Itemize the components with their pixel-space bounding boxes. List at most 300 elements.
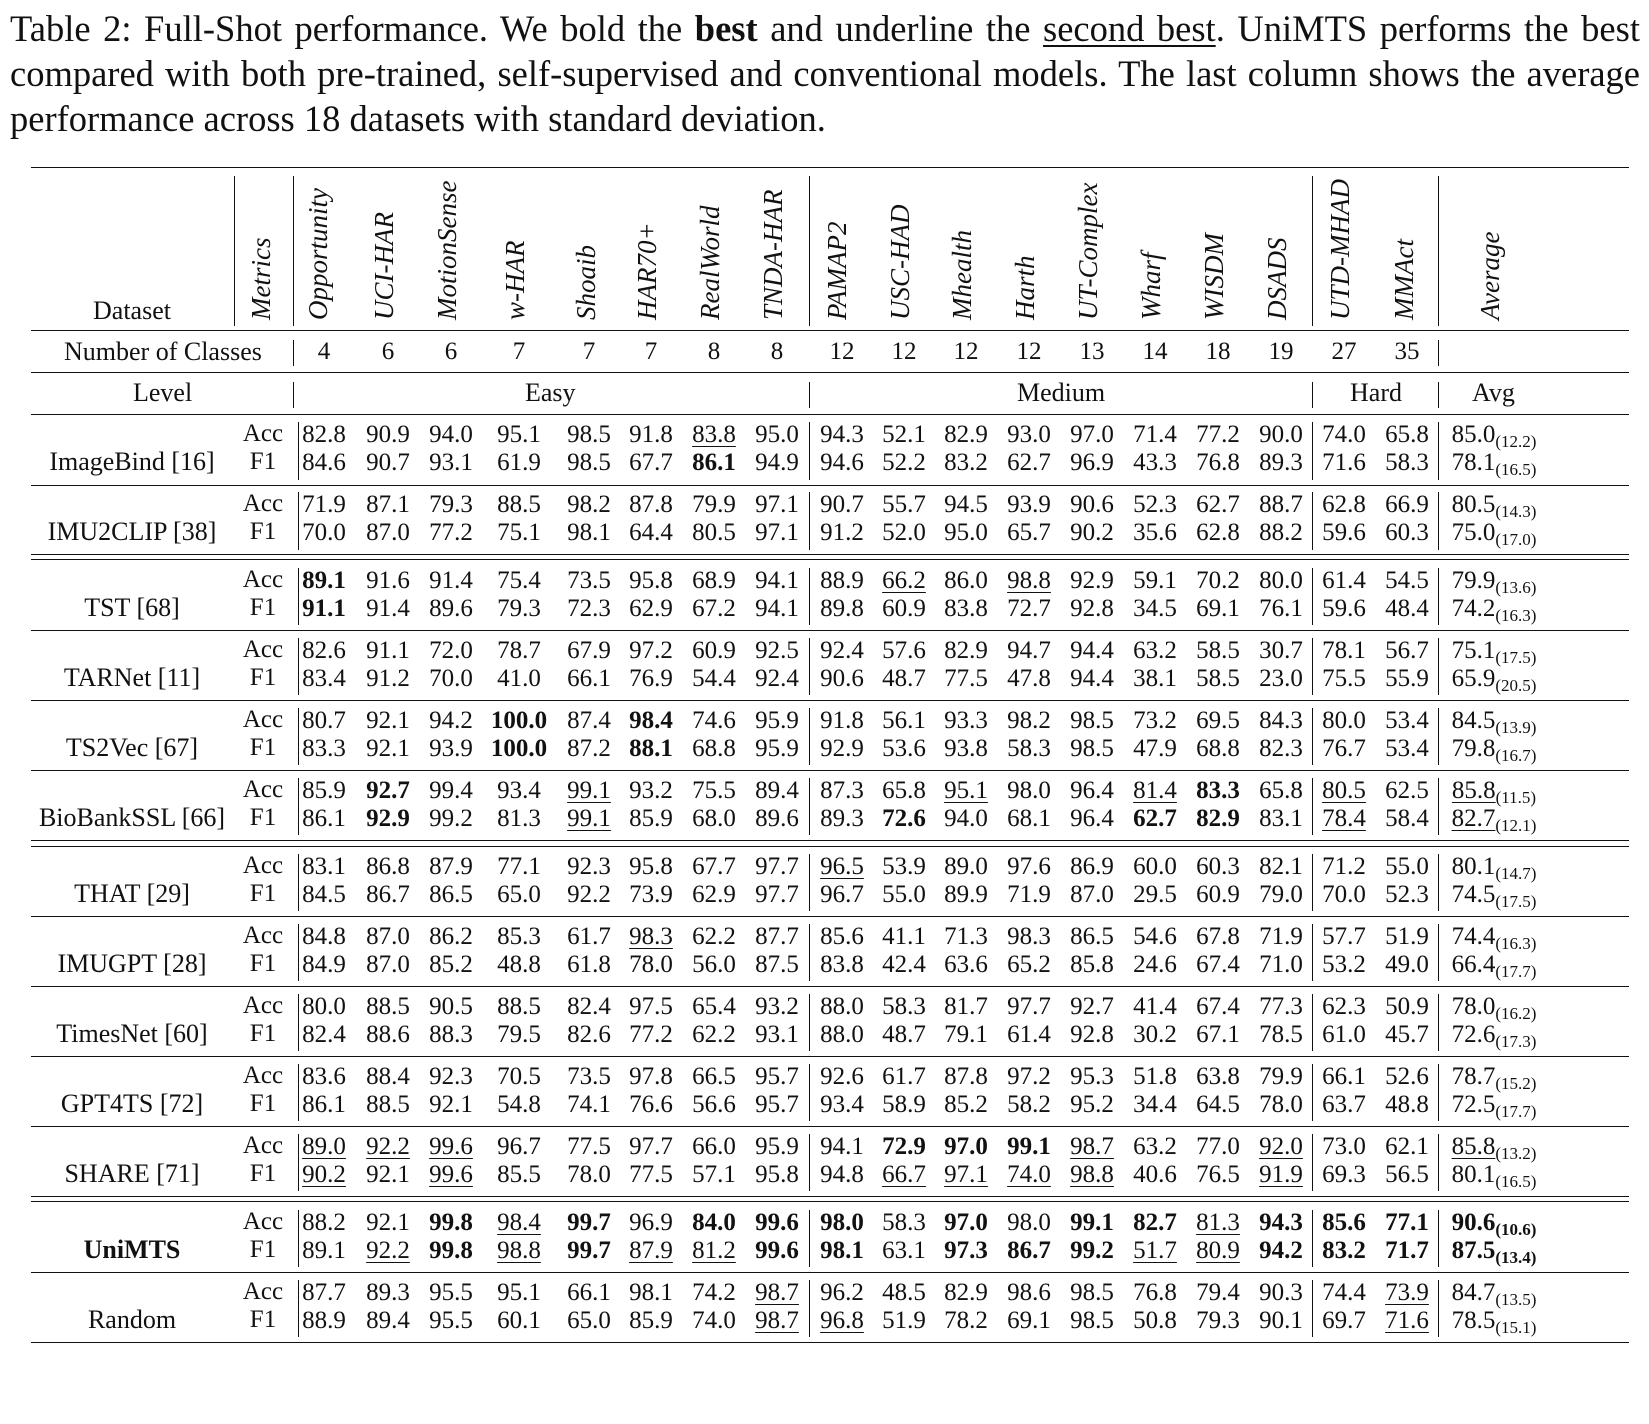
table-cell: 92.3: [567, 853, 611, 880]
table-cell: 70.2: [1196, 567, 1240, 594]
table-cell: 68.9: [692, 567, 736, 594]
column-rule: [809, 1134, 810, 1191]
table-cell: 78.0: [567, 1161, 611, 1188]
column-rule: [809, 176, 810, 326]
metric-label: Acc: [242, 992, 284, 1019]
rule: [31, 840, 1629, 841]
table-cell: 78.7: [497, 637, 541, 664]
table-cell: 60.3: [1385, 519, 1429, 546]
table-cell: 58.3: [1385, 449, 1429, 476]
table-cell: 68.8: [1196, 735, 1240, 762]
metric-label: F1: [249, 734, 277, 761]
column-rule: [1312, 1134, 1313, 1191]
table-cell: 52.3: [1385, 881, 1429, 908]
metric-label: Acc: [242, 636, 284, 663]
table-cell: 94.3: [1259, 1209, 1303, 1236]
table-cell: 86.8: [366, 853, 410, 880]
table-cell: 97.7: [755, 853, 799, 880]
table-cell: 56.1: [882, 707, 926, 734]
table-cell: 58.3: [882, 1209, 926, 1236]
model-name: TS2Vec [67]: [65, 733, 199, 762]
table-cell: 49.0: [1385, 951, 1429, 978]
rule: [31, 770, 1629, 771]
average-cell: $65.9_{(20.5)}$: [1451, 665, 1537, 695]
table-cell: 61.8: [567, 951, 611, 978]
table-cell: 83.8: [820, 951, 864, 978]
model-name: TimesNet [60]: [56, 1019, 208, 1048]
table-cell: 92.9: [1070, 567, 1114, 594]
table-cell: 92.7: [366, 777, 410, 804]
table-cell: 57.6: [882, 637, 926, 664]
model-name: Random: [87, 1305, 177, 1334]
table-cell: 53.9: [882, 853, 926, 880]
table-cell: 88.2: [1259, 519, 1303, 546]
column-rule: [809, 854, 810, 911]
column-rule: [298, 778, 299, 835]
table-cell: 48.4: [1385, 595, 1429, 622]
table-cell: 30.2: [1133, 1021, 1177, 1048]
table-cell: 85.3: [497, 923, 541, 950]
table-cell: 95.8: [629, 853, 673, 880]
table-cell: 41.1: [882, 923, 926, 950]
table-cell: 77.1: [1385, 1209, 1429, 1236]
table-cell: 78.0: [629, 951, 673, 978]
table-cell: 81.7: [944, 993, 988, 1020]
table-cell: 94.1: [755, 567, 799, 594]
table-cell: 67.9: [567, 637, 611, 664]
table-cell: 48.8: [1385, 1091, 1429, 1118]
table-cell: 90.7: [820, 491, 864, 518]
table-cell: 41.4: [1133, 993, 1177, 1020]
table-cell: 87.5: [755, 951, 799, 978]
table-cell: 88.6: [366, 1021, 410, 1048]
column-rule: [1438, 778, 1439, 835]
table-cell: 93.1: [755, 1021, 799, 1048]
table-cell: 97.1: [755, 491, 799, 518]
table-cell: 94.4: [1070, 665, 1114, 692]
column-rule: [1438, 382, 1439, 408]
average-cell: $74.2_{(16.3)}$: [1451, 595, 1537, 625]
rule: [31, 414, 1629, 415]
table-cell: 76.1: [1259, 595, 1303, 622]
table-cell: 30.7: [1259, 637, 1303, 664]
table-cell: 99.6: [429, 1161, 473, 1188]
table-cell: 79.3: [497, 595, 541, 622]
column-header-usc-had: USC-HAD: [885, 204, 915, 320]
table-cell: 98.5: [1070, 1279, 1114, 1306]
column-rule: [298, 924, 299, 981]
table-cell: 87.0: [366, 519, 410, 546]
table-cell: 73.0: [1322, 1133, 1366, 1160]
column-rule: [1312, 422, 1313, 480]
table-cell: 92.8: [1070, 1021, 1114, 1048]
table-cell: 67.7: [629, 449, 673, 476]
table-cell: 96.7: [820, 881, 864, 908]
table-cell: 70.0: [429, 665, 473, 692]
model-name: TARNet [11]: [63, 663, 201, 692]
table-cell: 90.2: [1070, 519, 1114, 546]
table-cell: 62.7: [1196, 491, 1240, 518]
table-cell: 91.4: [366, 595, 410, 622]
table-cell: 99.2: [429, 805, 473, 832]
table-cell: 60.1: [497, 1307, 541, 1334]
table-cell: 83.3: [302, 735, 346, 762]
table-cell: 98.8: [1070, 1161, 1114, 1188]
table-cell: 84.9: [302, 951, 346, 978]
table-cell: 94.3: [820, 421, 864, 448]
table-cell: 97.8: [629, 1063, 673, 1090]
num-classes-cell: 19: [1268, 338, 1294, 365]
table-cell: 51.9: [1385, 923, 1429, 950]
table-cell: 98.5: [567, 421, 611, 448]
column-rule: [1438, 422, 1439, 480]
column-rule: [298, 1134, 299, 1191]
table-cell: 83.4: [302, 665, 346, 692]
average-cell: $78.1_{(16.5)}$: [1451, 449, 1537, 479]
model-name: ImageBind [16]: [49, 447, 215, 476]
table-cell: 88.0: [820, 993, 864, 1020]
metric-label: F1: [249, 448, 277, 475]
table-cell: 65.8: [882, 777, 926, 804]
table-cell: 91.8: [629, 421, 673, 448]
table-cell: 98.7: [755, 1307, 799, 1334]
rule: [31, 1056, 1629, 1057]
table-cell: 58.4: [1385, 805, 1429, 832]
table-cell: 79.5: [497, 1021, 541, 1048]
table-cell: 98.3: [629, 923, 673, 950]
column-rule: [1438, 340, 1439, 366]
table-cell: 62.7: [1133, 805, 1177, 832]
column-rule: [298, 568, 299, 625]
table-cell: 69.7: [1322, 1307, 1366, 1334]
table-cell: 98.7: [1070, 1133, 1114, 1160]
table-cell: 94.8: [820, 1161, 864, 1188]
table-cell: 97.6: [1007, 853, 1051, 880]
table-cell: 70.0: [1322, 881, 1366, 908]
table-cell: 38.1: [1133, 665, 1177, 692]
table-cell: 98.0: [1007, 777, 1051, 804]
table-cell: 62.8: [1196, 519, 1240, 546]
table-cell: 62.3: [1322, 993, 1366, 1020]
table-cell: 71.9: [302, 491, 346, 518]
average-cell: $85.0_{(12.2)}$: [1451, 421, 1537, 451]
table-cell: 63.2: [1133, 637, 1177, 664]
table-cell: 84.3: [1259, 707, 1303, 734]
model-name: GPT4TS [72]: [60, 1089, 204, 1118]
table-cell: 52.6: [1385, 1063, 1429, 1090]
table-cell: 43.3: [1133, 449, 1177, 476]
column-rule: [298, 854, 299, 911]
table-cell: 63.1: [882, 1237, 926, 1264]
table-cell: 29.5: [1133, 881, 1177, 908]
metric-label: Acc: [242, 776, 284, 803]
table-cell: 83.1: [302, 853, 346, 880]
table-cell: 98.8: [1007, 567, 1051, 594]
table-cell: 94.9: [755, 449, 799, 476]
table-cell: 87.4: [567, 707, 611, 734]
table-cell: 61.4: [1007, 1021, 1051, 1048]
table-cell: 98.7: [755, 1279, 799, 1306]
table-cell: 78.4: [1322, 805, 1366, 832]
table-cell: 84.6: [302, 449, 346, 476]
table-cell: 84.5: [302, 881, 346, 908]
table-cell: 61.0: [1322, 1021, 1366, 1048]
table-cell: 85.2: [944, 1091, 988, 1118]
table-cell: 74.0: [692, 1307, 736, 1334]
table-cell: 56.5: [1385, 1161, 1429, 1188]
column-header-mmact: MMAct: [1389, 239, 1419, 320]
table-cell: 80.0: [1322, 707, 1366, 734]
table-cell: 98.5: [1070, 1307, 1114, 1334]
top-rule: [31, 167, 1629, 168]
column-header-average: Average: [1475, 231, 1505, 320]
level-easy: Easy: [525, 378, 576, 407]
table-cell: 99.6: [755, 1209, 799, 1236]
table-cell: 97.1: [944, 1161, 988, 1188]
table-cell: 92.7: [1070, 993, 1114, 1020]
metric-label: Acc: [242, 922, 284, 949]
table-cell: 74.0: [1007, 1161, 1051, 1188]
table-cell: 95.0: [755, 421, 799, 448]
table-cell: 48.7: [882, 665, 926, 692]
average-cell: $75.1_{(17.5)}$: [1451, 637, 1537, 667]
table-cell: 98.1: [820, 1237, 864, 1264]
metric-label: Acc: [242, 420, 284, 447]
table-cell: 59.1: [1133, 567, 1177, 594]
table-cell: 90.9: [366, 421, 410, 448]
table-cell: 73.5: [567, 1063, 611, 1090]
table-cell: 93.2: [629, 777, 673, 804]
table-cell: 88.7: [1259, 491, 1303, 518]
column-header-harth: Harth: [1010, 255, 1040, 320]
table-cell: 67.4: [1196, 951, 1240, 978]
table-cell: 67.1: [1196, 1021, 1240, 1048]
table-cell: 72.9: [882, 1133, 926, 1160]
table-cell: 77.2: [1196, 421, 1240, 448]
num-classes-cell: 13: [1079, 338, 1105, 365]
level-hard: Hard: [1350, 378, 1402, 407]
table-cell: 95.7: [755, 1063, 799, 1090]
table-cell: 85.9: [629, 805, 673, 832]
table-cell: 92.1: [366, 735, 410, 762]
table-cell: 89.4: [755, 777, 799, 804]
table-cell: 66.1: [1322, 1063, 1366, 1090]
table-cell: 95.1: [497, 421, 541, 448]
table-cell: 95.3: [1070, 1063, 1114, 1090]
table-cell: 98.5: [1070, 735, 1114, 762]
table-cell: 82.3: [1259, 735, 1303, 762]
table-cell: 65.7: [1007, 519, 1051, 546]
table-cell: 81.4: [1133, 777, 1177, 804]
column-rule: [1312, 994, 1313, 1051]
table-cell: 73.2: [1133, 707, 1177, 734]
num-classes-cell: 6: [381, 338, 395, 365]
table-cell: 87.8: [944, 1063, 988, 1090]
table-cell: 87.0: [366, 923, 410, 950]
table-cell: 86.0: [944, 567, 988, 594]
metric-label: F1: [249, 594, 277, 621]
metric-label: F1: [249, 1020, 277, 1047]
table-cell: 48.8: [497, 951, 541, 978]
rule: [31, 1126, 1629, 1127]
metric-label: Acc: [242, 1062, 284, 1089]
table-cell: 86.2: [429, 923, 473, 950]
average-cell: $74.5_{(17.5)}$: [1451, 881, 1537, 911]
table-cell: 87.0: [366, 951, 410, 978]
table-cell: 54.5: [1385, 567, 1429, 594]
table-cell: 89.0: [302, 1133, 346, 1160]
table-cell: 98.6: [1007, 1279, 1051, 1306]
table-cell: 62.5: [1385, 777, 1429, 804]
table-cell: 34.4: [1133, 1091, 1177, 1118]
num-classes-cell: 8: [707, 338, 721, 365]
table-cell: 77.5: [567, 1133, 611, 1160]
model-name: THAT [29]: [74, 879, 190, 908]
table-cell: 94.1: [820, 1133, 864, 1160]
metric-label: Acc: [242, 1208, 284, 1235]
table-cell: 59.6: [1322, 519, 1366, 546]
column-header-wisdm: WISDM: [1199, 233, 1229, 320]
column-rule: [1312, 382, 1313, 408]
table-cell: 91.8: [820, 707, 864, 734]
column-rule: [1438, 1210, 1439, 1267]
table-cell: 52.1: [882, 421, 926, 448]
table-cell: 66.9: [1385, 491, 1429, 518]
table-cell: 55.0: [1385, 853, 1429, 880]
column-header-mhealth: Mhealth: [947, 230, 977, 320]
dataset-header: Dataset: [93, 296, 171, 325]
table-cell: 89.3: [366, 1279, 410, 1306]
table-cell: 58.5: [1196, 637, 1240, 664]
table-cell: 24.6: [1133, 951, 1177, 978]
column-rule: [298, 1064, 299, 1121]
column-rule: [809, 382, 810, 408]
table-cell: 71.9: [1259, 923, 1303, 950]
table-cell: 71.2: [1322, 853, 1366, 880]
table-cell: 76.5: [1196, 1161, 1240, 1188]
metric-label: Acc: [242, 1132, 284, 1159]
table-cell: 53.4: [1385, 707, 1429, 734]
table-cell: 67.7: [692, 853, 736, 880]
average-cell: $79.9_{(13.6)}$: [1451, 567, 1537, 597]
table-cell: 89.4: [366, 1307, 410, 1334]
table-cell: 92.4: [820, 637, 864, 664]
num-classes-cell: 12: [829, 338, 855, 365]
table-cell: 87.2: [567, 735, 611, 762]
num-classes-cell: 7: [582, 338, 596, 365]
column-header-har70-: HAR70+: [632, 222, 662, 320]
model-name: TST [68]: [84, 593, 180, 622]
table-cell: 48.5: [882, 1279, 926, 1306]
num-classes-cell: 6: [444, 338, 458, 365]
table-cell: 79.3: [1196, 1307, 1240, 1334]
table-cell: 68.8: [692, 735, 736, 762]
table-cell: 85.2: [429, 951, 473, 978]
table-cell: 99.4: [429, 777, 473, 804]
table-cell: 77.3: [1259, 993, 1303, 1020]
table-cell: 92.4: [755, 665, 799, 692]
table-cell: 96.9: [629, 1209, 673, 1236]
table-cell: 83.1: [1259, 805, 1303, 832]
table-cell: 68.1: [1007, 805, 1051, 832]
level-avg: Avg: [1472, 378, 1515, 407]
num-classes-cell: 35: [1394, 338, 1420, 365]
table-cell: 76.7: [1322, 735, 1366, 762]
metric-label: F1: [249, 880, 277, 907]
table-cell: 94.5: [944, 491, 988, 518]
table-cell: 89.3: [1259, 449, 1303, 476]
table-cell: 92.1: [366, 1161, 410, 1188]
table-cell: 86.1: [692, 449, 736, 476]
table-cell: 83.8: [944, 595, 988, 622]
table-cell: 57.7: [1322, 923, 1366, 950]
table-cell: 56.0: [692, 951, 736, 978]
table-cell: 92.2: [366, 1237, 410, 1264]
table-cell: 91.4: [429, 567, 473, 594]
table-cell: 51.8: [1133, 1063, 1177, 1090]
table-cell: 98.0: [1007, 1209, 1051, 1236]
table-cell: 90.5: [429, 993, 473, 1020]
num-classes-cell: 18: [1205, 338, 1231, 365]
table-cell: 83.2: [944, 449, 988, 476]
column-rule: [1438, 708, 1439, 765]
table-cell: 82.4: [302, 1021, 346, 1048]
bottom-rule: [31, 1342, 1629, 1343]
column-header-wharf: Wharf: [1136, 252, 1166, 320]
metric-label: F1: [249, 950, 277, 977]
table-cell: 82.6: [302, 637, 346, 664]
column-rule: [1438, 638, 1439, 695]
table-cell: 95.2: [1070, 1091, 1114, 1118]
column-header-opportunity: Opportunity: [303, 188, 333, 320]
table-cell: 99.1: [1007, 1133, 1051, 1160]
column-rule: [1312, 1210, 1313, 1267]
table-cell: 96.8: [820, 1307, 864, 1334]
column-rule: [1438, 176, 1439, 326]
table-cell: 94.0: [429, 421, 473, 448]
table-cell: 64.5: [1196, 1091, 1240, 1118]
average-cell: $80.1_{(14.7)}$: [1451, 853, 1537, 883]
table-cell: 40.6: [1133, 1161, 1177, 1188]
table-cell: 98.4: [629, 707, 673, 734]
table-cell: 89.6: [755, 805, 799, 832]
table-cell: 61.4: [1322, 567, 1366, 594]
table-cell: 74.2: [692, 1279, 736, 1306]
table-cell: 69.5: [1196, 707, 1240, 734]
column-header-ut-complex: UT-Complex: [1073, 182, 1103, 320]
table-cell: 65.0: [497, 881, 541, 908]
level-medium: Medium: [1017, 378, 1106, 407]
table-cell: 99.1: [567, 805, 611, 832]
table-cell: 75.5: [1322, 665, 1366, 692]
table-cell: 56.6: [692, 1091, 736, 1118]
caption-underline-word: second best: [1043, 8, 1216, 49]
average-cell: $85.8_{(13.2)}$: [1451, 1133, 1537, 1163]
num-classes-cell: 12: [1016, 338, 1042, 365]
table-cell: 72.3: [567, 595, 611, 622]
column-rule: [809, 1064, 810, 1121]
column-header-pamap2: PAMAP2: [822, 221, 852, 320]
table-cell: 82.1: [1259, 853, 1303, 880]
column-rule: [809, 708, 810, 765]
table-cell: 94.4: [1070, 637, 1114, 664]
table-cell: 93.0: [1007, 421, 1051, 448]
table-cell: 69.1: [1196, 595, 1240, 622]
table-cell: 91.2: [820, 519, 864, 546]
table-cell: 67.4: [1196, 993, 1240, 1020]
table-cell: 94.7: [1007, 637, 1051, 664]
average-cell: $84.7_{(13.5)}$: [1451, 1279, 1537, 1309]
